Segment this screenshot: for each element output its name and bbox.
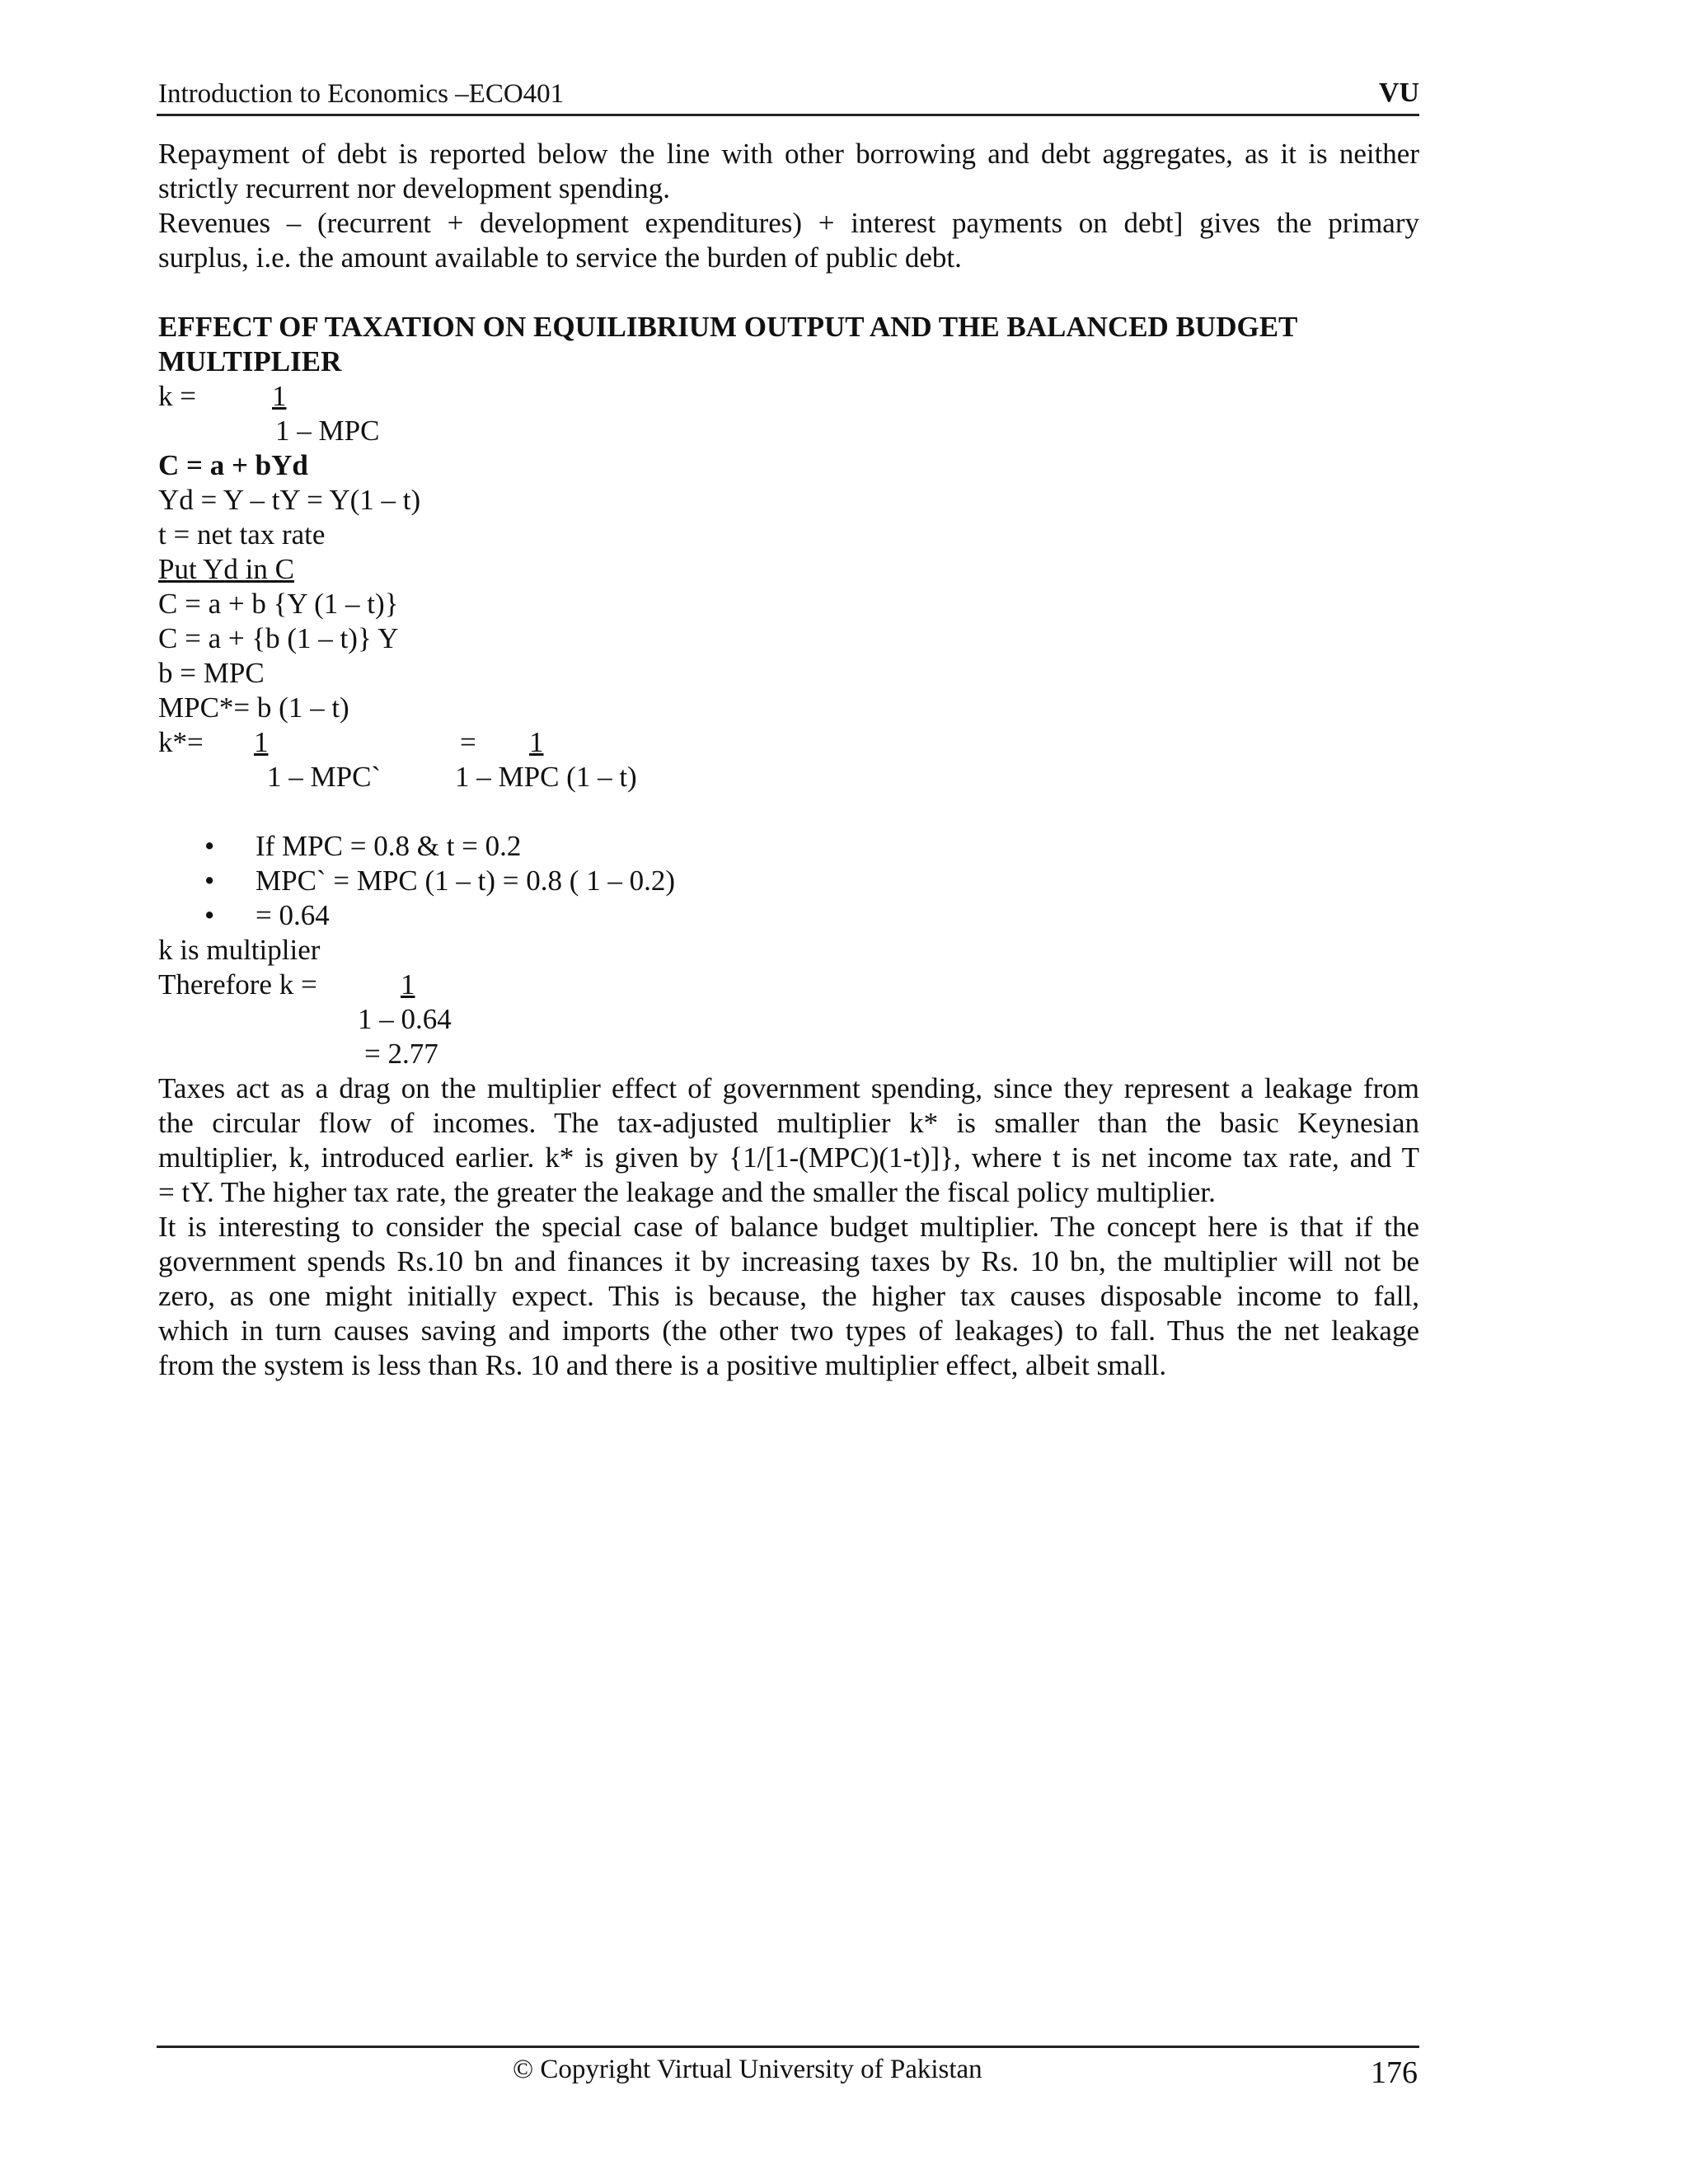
step-label: Put Yd in C — [158, 553, 294, 585]
bullet-icon: • — [204, 830, 215, 862]
course-title: Introduction to Economics –ECO401 — [158, 79, 565, 109]
page-content — [158, 137, 1419, 1383]
kstar-label: k*= — [158, 726, 204, 758]
consumption-function: C = a + bYd — [158, 449, 308, 481]
list-item: • = 0.64 — [204, 899, 330, 931]
equation-line: MPC*= b (1 – t) — [158, 691, 349, 724]
kstar-numerator: 1 — [254, 726, 269, 758]
section-heading-line: MULTIPLIER — [158, 345, 342, 377]
paragraph-line: Revenues – (recurrent + development expenditures) + interest payments on debt] gives the primary — [158, 207, 1419, 239]
equation-line: t = net tax rate — [158, 518, 326, 551]
equation-line: k is multiplier — [158, 934, 321, 966]
paragraph-line: Taxes act as a drag on the multiplier effect of government spending, since they represent a leakage from — [158, 1072, 1419, 1104]
kstar-formula-denominator-row — [158, 760, 1419, 794]
paragraph-line: Repayment of debt is reported below the line with other borrowing and debt aggregates, as it is neither — [158, 138, 1419, 170]
kstar-equals: = — [460, 726, 476, 758]
paragraph-line: from the system is less than Rs. 10 and there is a positive multiplier effect, albeit small. — [158, 1349, 1167, 1381]
worked-example-list — [158, 829, 1419, 933]
equation-line: b = MPC — [158, 657, 265, 689]
kstar-formula-numerator-row — [158, 725, 1419, 760]
kstar-denominator-2: 1 – MPC (1 – t) — [455, 761, 637, 793]
paragraph-line: surplus, i.e. the amount available to service the burden of public debt. — [158, 241, 962, 274]
k-numerator: 1 — [272, 380, 287, 412]
paragraph-line: multiplier, k, introduced earlier. k* is given by {1/[1-(MPC)(1-t)]}, where t is net income tax rate, and T — [158, 1141, 1419, 1174]
kstar-numerator-2: 1 — [529, 726, 544, 758]
page-footer — [157, 2046, 1419, 2090]
k-label: k = — [158, 380, 196, 412]
page-number: 176 — [1371, 2055, 1418, 2090]
paragraph-line: the circular flow of incomes. The tax-adjusted multiplier k* is smaller than the basic Keynesian — [158, 1107, 1419, 1139]
institution-abbr: VU — [1378, 77, 1419, 108]
therefore-numerator-row — [158, 968, 1419, 1002]
section-heading-line: EFFECT OF TAXATION ON EQUILIBRIUM OUTPUT AND THE BALANCED BUDGET — [158, 311, 1298, 343]
equation-line: Yd = Y – tY = Y(1 – t) — [158, 484, 421, 516]
paragraph-line: which in turn causes saving and imports (the other two types of leakages) to fall. Thus the net leakage — [158, 1315, 1419, 1347]
paragraph-line: strictly recurrent nor development spending. — [158, 172, 671, 204]
k-formula-numerator-row — [158, 379, 1419, 414]
bullet-icon: • — [204, 899, 215, 931]
therefore-numerator: 1 — [401, 968, 415, 1001]
copyright-notice: © Copyright Virtual University of Pakistan — [513, 2055, 982, 2084]
page-header — [157, 76, 1419, 116]
k-formula-denominator-row — [158, 414, 1419, 448]
therefore-result-row — [158, 1037, 1419, 1071]
therefore-denominator-row — [158, 1002, 1419, 1037]
therefore-label: Therefore k = — [158, 968, 317, 1001]
list-item: • MPC` = MPC (1 – t) = 0.8 ( 1 – 0.2) — [204, 865, 676, 897]
k-denominator: 1 – MPC — [275, 415, 380, 447]
therefore-denominator: 1 – 0.64 — [358, 1003, 452, 1035]
kstar-denominator: 1 – MPC` — [267, 761, 382, 793]
equation-line: C = a + {b (1 – t)} Y — [158, 622, 399, 654]
paragraph-line: zero, as one might initially expect. This is because, the higher tax causes disposable income to fall, — [158, 1280, 1419, 1312]
list-item: • If MPC = 0.8 & t = 0.2 — [204, 830, 522, 862]
paragraph-line: government spends Rs.10 bn and finances it by increasing taxes by Rs. 10 bn, the multiplier will not be — [158, 1245, 1419, 1277]
therefore-result: = 2.77 — [364, 1038, 438, 1070]
paragraph-line: = tY. The higher tax rate, the greater the leakage and the smaller the fiscal policy multiplier. — [158, 1176, 1216, 1208]
paragraph-line: It is interesting to consider the special case of balance budget multiplier. The concept here is that if the — [158, 1211, 1419, 1243]
equation-line: C = a + b {Y (1 – t)} — [158, 588, 399, 620]
bullet-icon: • — [204, 865, 215, 897]
